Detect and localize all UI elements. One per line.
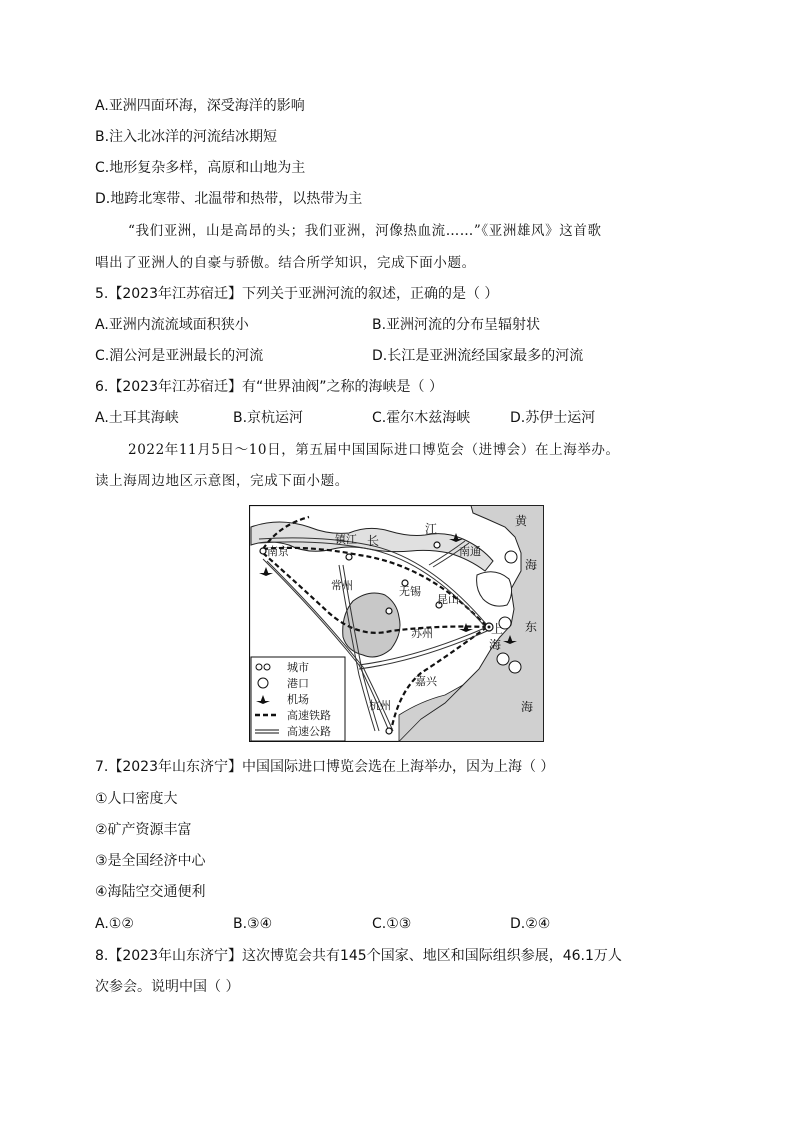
label-hai-3: 海 (521, 700, 534, 714)
label-shang: 上 (491, 622, 504, 636)
passage-1-line-2: 唱出了亚洲人的自豪与骄傲。结合所学知识，完成下面小题。 (95, 255, 476, 271)
q6-option-b: B.京杭运河 (233, 410, 304, 426)
q6-stem: 6.【2023年江苏宿迁】有“世界油阀”之称的海峡是（ ） (95, 379, 443, 395)
q6-option-c: C.霍尔木兹海峡 (372, 410, 471, 426)
label-zhenjiang: 镇江 (335, 533, 357, 546)
label-hai-2: 海 (489, 638, 502, 652)
legend-railway: 高速铁路 (287, 709, 331, 722)
legend-city: 城市 (287, 661, 309, 674)
legend-port: 港口 (287, 677, 309, 690)
legend-port-icon (258, 678, 268, 688)
label-kunshan: 昆山 (437, 593, 459, 606)
q7-option-b: B.③④ (233, 916, 273, 932)
q7-option-a: A.①② (95, 916, 134, 932)
label-hangzhou: 杭州 (369, 699, 391, 712)
q6-option-a: A.土耳其海峡 (95, 410, 179, 426)
q5-option-c: C.湄公河是亚洲最长的河流 (95, 348, 264, 364)
label-chang: 长 (367, 534, 380, 548)
label-changzhou: 常州 (331, 579, 353, 592)
passage-2-line-1: 2022年11月5日～10日，第五届中国国际进口博览会（进博会）在上海举办。 (128, 442, 620, 458)
q5-option-d: D.长江是亚洲流经国家最多的河流 (372, 348, 584, 364)
label-jiaxing: 嘉兴 (415, 675, 437, 688)
q7-statement-3: ③是全国经济中心 (95, 853, 206, 869)
q7-statement-1: ①人口密度大 (95, 791, 178, 807)
label-nantong: 南通 (459, 545, 481, 558)
q7-option-c: C.①③ (372, 916, 412, 932)
legend-airport: 机场 (287, 693, 309, 706)
q7-statement-2: ②矿产资源丰富 (95, 822, 192, 838)
label-suzhou: 苏州 (411, 627, 433, 640)
label-jiang: 江 (425, 522, 438, 536)
q4-option-b: B.注入北冰洋的河流结冰期短 (95, 129, 278, 145)
q5-stem: 5.【2023年江苏宿迁】下列关于亚洲河流的叙述，正确的是（ ） (95, 286, 499, 302)
label-hai-1: 海 (525, 558, 538, 572)
q5-option-b: B.亚洲河流的分布呈辐射状 (372, 317, 541, 333)
passage-1-line-1: “我们亚洲，山是高昂的头；我们亚洲，河像热血流……”《亚洲雄风》这首歌 (128, 223, 602, 239)
q4-option-a: A.亚洲四面环海，深受海洋的影响 (95, 98, 305, 114)
label-dong: 东 (525, 620, 538, 634)
q5-option-a: A.亚洲内流流域面积狭小 (95, 317, 249, 333)
label-nanjing: 南京 (267, 545, 289, 558)
legend-city-icon (256, 664, 262, 670)
q7-option-d: D.②④ (510, 916, 551, 932)
legend-highway: 高速公路 (287, 725, 331, 738)
shanghai-region-map (249, 505, 544, 742)
taihu-lake (343, 593, 400, 657)
q4-option-d: D.地跨北寒带、北温带和热带，以热带为主 (95, 191, 363, 207)
q6-option-d: D.苏伊士运河 (510, 410, 596, 426)
q8-stem-line-1: 8.【2023年山东济宁】这次博览会共有145个国家、地区和国际组织参展，46.1万人 (95, 948, 622, 964)
passage-2-line-2: 读上海周边地区示意图，完成下面小题。 (95, 473, 349, 489)
q7-stem: 7.【2023年山东济宁】中国国际进口博览会选在上海举办，因为上海（ ） (95, 759, 555, 775)
label-wuxi: 无锡 (399, 585, 421, 598)
q8-stem-line-2: 次参会。说明中国（ ） (95, 979, 240, 995)
map-legend (251, 657, 345, 741)
q4-option-c: C.地形复杂多样，高原和山地为主 (95, 160, 306, 176)
q7-statement-4: ④海陆空交通便利 (95, 884, 206, 900)
label-huang: 黄 (515, 514, 528, 528)
